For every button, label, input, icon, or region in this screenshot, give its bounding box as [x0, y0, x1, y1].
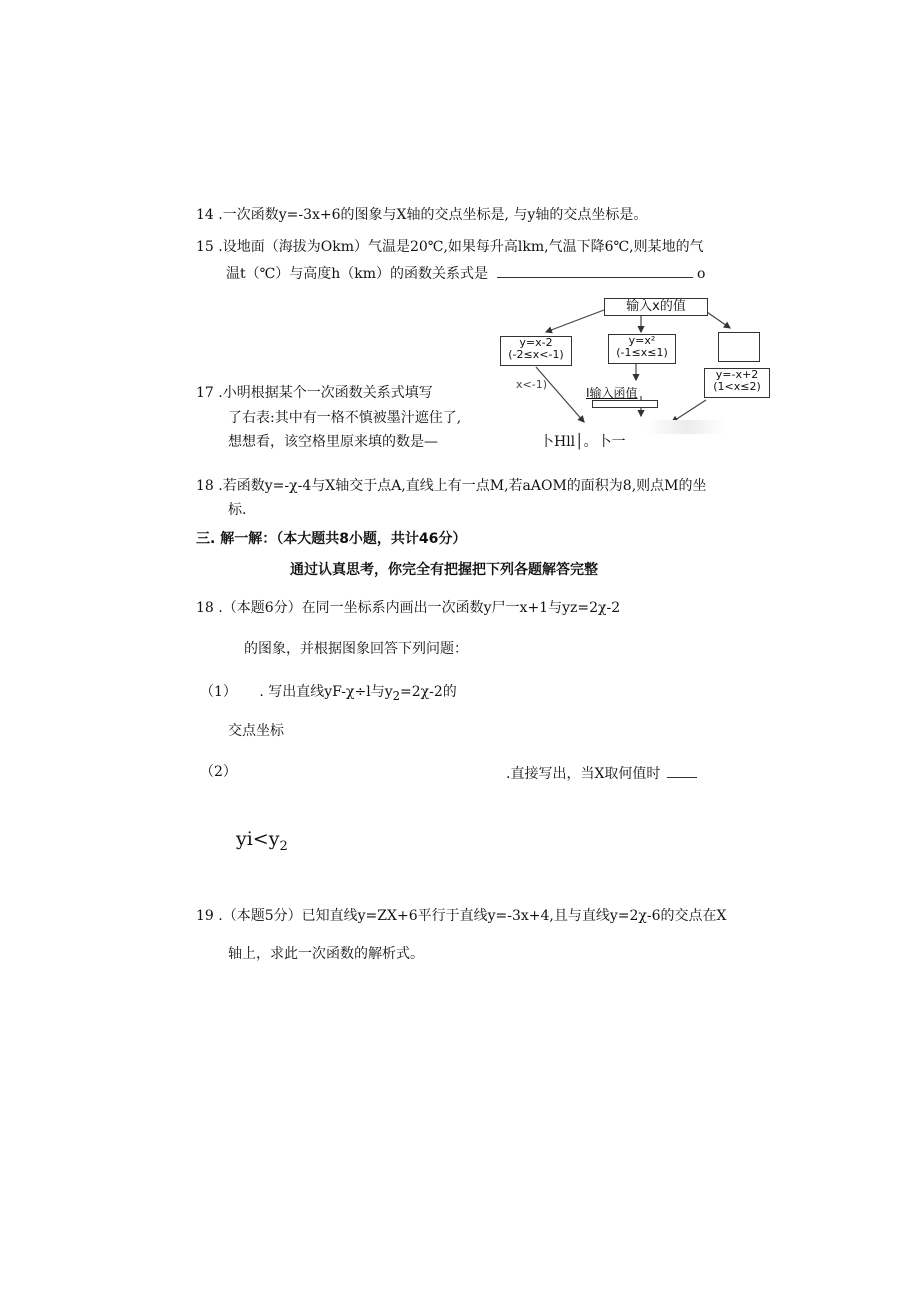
- question-19: [196, 907, 727, 925]
- question-text: 的图象，并根据图象回答下列问题：: [244, 641, 468, 657]
- question-text: .（本题5分）已知直线y=ZX+6平行于直线y=-3x+4,且与直线y=2χ-6的交点在X: [218, 908, 727, 924]
- part-2: [506, 763, 697, 783]
- part-1: [200, 683, 457, 705]
- question-18b: [196, 599, 620, 617]
- flowchart-left-box: [500, 336, 572, 366]
- question-text: 想想看，该空格里原来填的数是—: [228, 434, 438, 450]
- flowchart-ghost-label: x<-1): [516, 378, 547, 391]
- part-text: . 写出直线yF-χ÷l与y: [259, 684, 393, 700]
- flowchart-left-formula: y=x-2: [519, 336, 553, 349]
- question-18a-line2: [228, 501, 246, 519]
- question-14: [196, 206, 647, 224]
- question-18a: [196, 477, 707, 495]
- flowchart-right-formula: y=-x+2: [715, 368, 759, 381]
- question-17-line3: [228, 433, 438, 451]
- part-label: （2）: [200, 764, 237, 780]
- flowchart-bottom-text: [540, 433, 626, 451]
- part-1-line2: [228, 722, 284, 740]
- question-18b-line2: [244, 640, 468, 658]
- ink-blot: [646, 420, 726, 434]
- flowchart-output-box: [592, 400, 658, 408]
- question-number: 17: [196, 385, 214, 401]
- section-subtitle: [290, 561, 598, 579]
- question-15-line2: [226, 263, 705, 283]
- question-text: .一次函数y=-3x+6的图象与X轴的交点坐标是, 与y轴的交点坐标是。: [218, 207, 648, 223]
- question-number: 18: [196, 600, 214, 616]
- question-text: .设地面（海拔为Okm）气温是20℃,如果每升高lkm,气温下降6℃,则某地的气: [218, 239, 704, 255]
- flowchart-mid-box: [608, 334, 676, 364]
- answer-blank[interactable]: [667, 763, 697, 778]
- subscript: 2: [392, 688, 401, 703]
- question-text: .若函数y=-χ-4与X轴交于点A,直线上有一点M,若aAOM的面积为8,则点M的坐: [218, 478, 707, 494]
- flowchart-left-range: (-2≤x<-1): [508, 348, 564, 361]
- part-label: （1）: [200, 684, 237, 700]
- flowchart-mid-range: (-1≤x≤1): [616, 346, 668, 359]
- flowchart-partial-box: [718, 332, 760, 362]
- answer-blank[interactable]: [497, 263, 693, 278]
- flowchart-right-range: (1<x≤2): [713, 380, 761, 393]
- subscript: 2: [279, 838, 288, 854]
- part-text: 交点坐标: [228, 723, 284, 739]
- question-19-line2: [228, 945, 424, 963]
- question-15: [196, 238, 704, 256]
- flowchart-input-label: 输入x的值: [626, 299, 686, 314]
- flowchart-mid-formula: y=x²: [628, 334, 656, 347]
- question-number: 18: [196, 478, 214, 494]
- trailing-mark: o: [696, 266, 706, 282]
- question-17-line2: [228, 409, 461, 427]
- part-text: .直接写出，当X取何值时: [506, 766, 661, 782]
- section-subtitle-text: 通过认真思考，你完全有把握把下列各题解答完整: [290, 562, 598, 578]
- flowchart-output-label: I输入函值: [586, 386, 638, 400]
- part-text-continued: =2χ-2的: [400, 684, 457, 700]
- question-text: 标.: [228, 502, 247, 518]
- section-title: 三. 解一解：（本大题共8小题，共计46分）: [196, 531, 467, 547]
- part-2-inequality: [236, 830, 288, 856]
- part-2-label-row: [200, 763, 237, 781]
- question-text: 了右表:其中有一格不慎被墨汁遮住了,: [228, 410, 462, 426]
- flowchart-diagram: [496, 292, 761, 452]
- section-heading: [196, 530, 466, 548]
- question-text: 轴上，求此一次函数的解析式。: [228, 946, 424, 962]
- inequality-text: yi<y: [236, 828, 280, 850]
- question-text: .小明根据某个一次函数关系式填写: [218, 385, 433, 401]
- flowchart-right-box: [704, 368, 770, 398]
- question-text: 温t（℃）与高度h（km）的函数关系式是: [226, 266, 489, 282]
- question-17: [196, 384, 433, 402]
- flowchart-bottom-label: 卜Hll│。卜一: [540, 434, 626, 450]
- question-text: .（本题6分）在同一坐标系内画出一次函数y尸一x+1与yz=2χ-2: [218, 600, 621, 616]
- question-number: 19: [196, 908, 214, 924]
- question-number: 15: [196, 239, 214, 255]
- flowchart-input-box: [604, 298, 708, 316]
- question-number: 14: [196, 207, 214, 223]
